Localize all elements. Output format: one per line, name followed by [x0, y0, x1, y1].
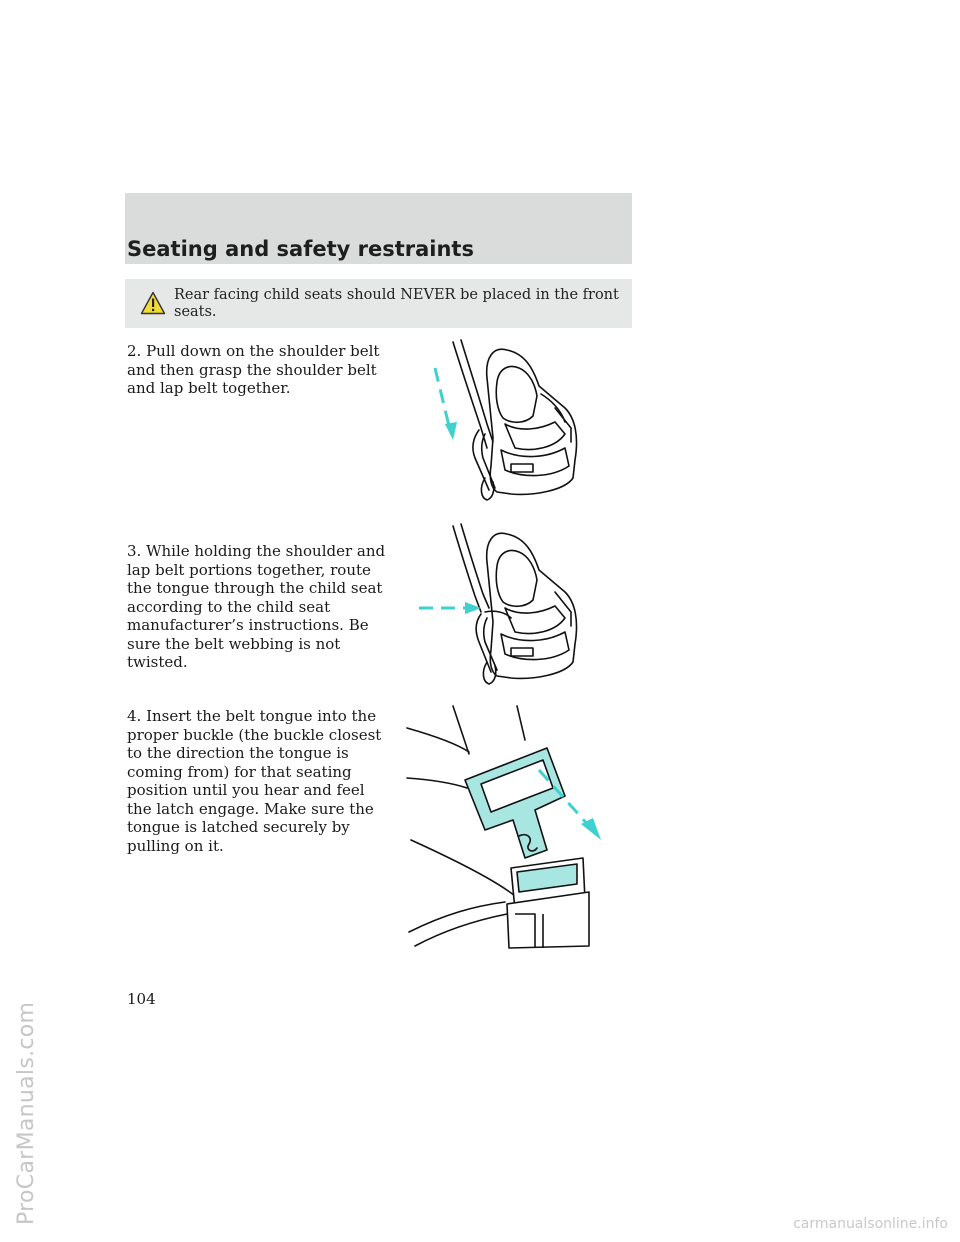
child-seat-route-belt-illustration	[415, 522, 595, 694]
belt-buckle-insert-illustration	[405, 700, 620, 950]
step-4-text: 4. Insert the belt tongue into the proper buckle (the buckle closest to the direction the tongue is coming from) for that seating position until you hear and feel the latch engage. Make sure the tongue is latched securely by pulling on it.	[127, 707, 382, 855]
child-seat-pull-belt-illustration	[415, 338, 595, 510]
step-3-text: 3. While holding the shoulder and lap belt portions together, route the tongue through the child seat according to the child seat manufacturer’s instructions. Be sure the belt webbing is not twisted.	[127, 542, 386, 671]
footer-watermark: carmanualsonline.info	[793, 1216, 948, 1232]
step-2-text: 2. Pull down on the shoulder belt and then grasp the shoulder belt and lap belt together.	[127, 342, 380, 397]
warning-triangle-icon	[140, 291, 166, 315]
warning-text: Rear facing child seats should NEVER be placed in the front seats.	[174, 287, 619, 320]
section-title: Seating and safety restraints	[127, 237, 474, 261]
page-number: 104	[127, 990, 156, 1008]
side-watermark: ProCarManuals.com	[14, 1001, 39, 1225]
warning-box	[125, 279, 632, 328]
